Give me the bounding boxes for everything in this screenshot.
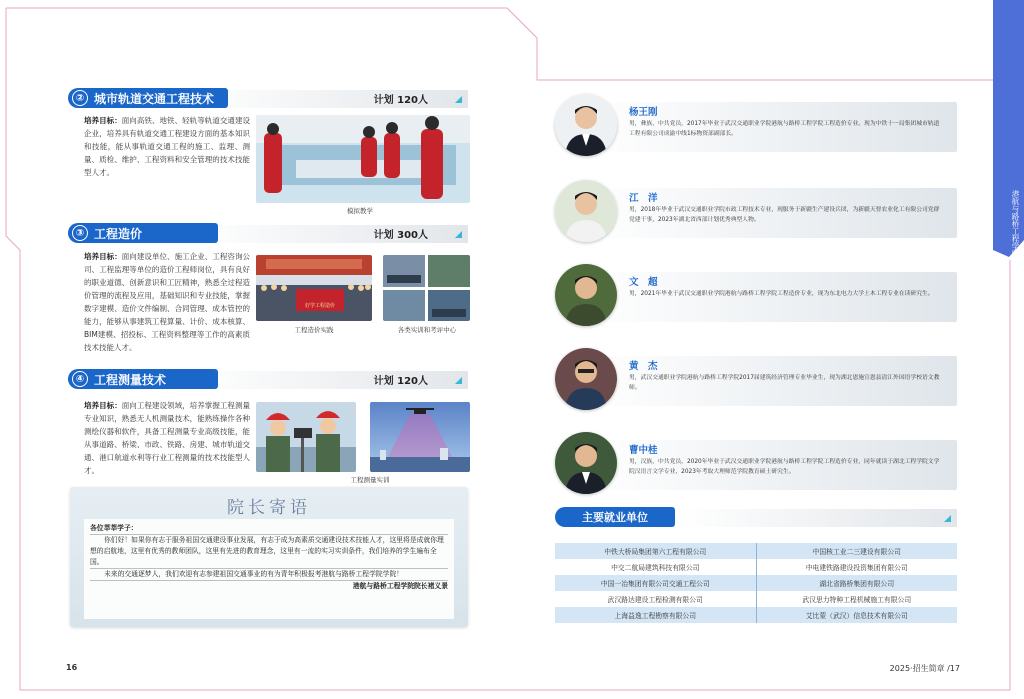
alumni-profile [555,430,957,500]
employers-header [555,507,957,527]
section-number: ③ [72,225,88,241]
enrollment-plan: 计划 120人 [373,95,428,106]
corner-triangle-icon [455,231,462,238]
alumni-profile [555,178,957,248]
table-cell: 武汉思力特种工程机械施工有限公司 [756,591,958,607]
goal-label: 培养目标： [84,252,122,261]
goal-text: 面向工程建设领域，培养掌握工程测量专业知识，熟悉无人机测量技术，能熟练操作各种测绘仪器和软件，具备工程测量专业高级技能，能从事道路、桥梁、市政、铁路、房建、城市轨道交通、港口航道水利等行业工程测量的技术技能型人才。 [84,401,251,475]
alumni-description: 男，2018年毕业于武汉交通职业学院市政工程技术专业，现服务于新疆生产建设兵团，为新疆天智农业化工有限公司党群党建干事，2023年湖北省西部计划优秀典型人物。 [629,207,940,223]
table-row [555,607,957,623]
dean-message-body [84,519,454,619]
section-header-rail [68,88,468,108]
table-cell: 中电建铁路建设投资集团有限公司 [756,559,958,575]
employers-title: 主要就业单位 [555,507,675,527]
table-row [555,591,957,607]
rail-lab-photo [256,115,470,203]
table-row [555,575,957,591]
alumni-name: 文 超 [629,277,658,288]
avatar [555,94,617,156]
photo-caption: 模拟教学 [347,207,373,215]
goal-text: 面向高铁、地铁、轻轨等轨道交通建设企业，培养具有轨道交通工程建设方面的基本知识和技能，能从事轨道交通工程的施工、监理、测量、质检、维护、工程资料和安全管理的技术技能型人才。 [84,116,251,177]
photo-caption: 工程测量实训 [350,476,390,484]
banner-text: 好学工程造价 [304,303,335,309]
alumni-name: 黄 杰 [629,361,658,372]
section-title: 城市轨道交通工程技术 [94,91,215,106]
section-title: 工程造价 [94,226,143,241]
alumni-profile [555,92,957,162]
alumni-description: 男，2021年毕业于武汉交通职业学院港航与路桥工程学院工程造价专业，现为东北电力大学土木工程专业在读研究生。 [629,291,934,297]
page-number-left: 16 [66,663,78,672]
table-cell: 武汉路达建设工程检测有限公司 [607,596,703,604]
table-cell: 中铁大桥局集团第六工程有限公司 [604,548,707,556]
avatar [555,432,617,494]
alumni-description: 男，汉族，中共党员，2020年毕业于武汉交通职业学院港航与路桥工程学院工程造价专业，同年就读于湖北工程学院文学院汉语言文学专业，2023年考取大理师范学院教育硕士研究生。 [629,459,940,475]
section-title: 工程测量技术 [94,372,167,387]
table-cell: 湖北省路桥集团有限公司 [756,575,958,591]
training-goal [84,399,250,477]
enrollment-plan: 计划 120人 [373,376,428,387]
enrollment-plan: 计划 300人 [373,230,428,241]
table-row [555,559,957,575]
alumni-description: 男，武汉交通职业学院港航与路桥工程学院2017届建筑经济管理专业毕业生，现为湖北恩施宣恩县清江外国语学校语文教师。 [629,375,940,391]
table-cell: 中国核工业二三建设有限公司 [756,543,958,559]
message-paragraph: 你们好！如果你有志于服务祖国交通建设事业发展，有志于成为高素质交通建设技术技能人才，这里将是成就你理想的启航地，这里有优秀的教师团队，这里有先进的教育理念，这里有一流的实习实训条件，我们培养的学生遍布全国。 [90,535,448,569]
section-header-cost [68,223,468,243]
page-number-right: 2025·招生简章 /17 [889,664,960,673]
corner-triangle-icon [455,377,462,384]
goal-label: 培养目标： [84,116,122,125]
table-cell: 中国一冶集团有限公司交通工程公司 [600,580,710,588]
section-title-pill [68,223,218,243]
surveying-photo [256,402,356,472]
photo-caption: 各类实训和考评中心 [397,326,457,334]
message-signature: 港航与路桥工程学院院长褚义景 [352,582,448,590]
section-title-pill [68,88,228,108]
avatar [555,348,617,410]
section-header-survey [68,369,468,389]
drone-survey-photo [370,402,470,472]
avatar [555,180,617,242]
section-header-bar [675,509,957,527]
cost-practice-photo [256,255,372,321]
section-number: ② [72,90,88,106]
message-greeting: 各位莘莘学子： [90,523,448,535]
alumni-name: 杨王刚 [629,107,658,118]
alumni-profile [555,346,957,416]
section-title-pill [68,369,218,389]
table-cell: 艾比蒙（武汉）信息技术有限公司 [756,607,958,623]
photo-caption: 工程造价实践 [294,326,334,334]
side-tab-text: 港航与路桥工程学院 [1011,190,1020,258]
training-goal [84,250,250,354]
avatar [555,264,617,326]
table-cell: 中交二航局建筑科技有限公司 [611,564,700,572]
corner-triangle-icon [944,515,951,522]
dean-message-box [70,487,468,627]
table-row [555,543,957,559]
alumni-name: 曹中桂 [629,445,658,456]
goal-text: 面向建设单位、施工企业、工程咨询公司、工程监理等单位的造价工程师岗位，具有良好的职业道德、创新意识和工匠精神，熟悉全过程造价管理的流程及应用，基础知识和专业技能，掌握数字建模、造价文件编制、合同管理、成本管控的能力，能够从事建筑工程算量、计价、成本核算、BIM建模、招投标、工程资料整理等工作的高素质技术技能人才。 [84,252,251,352]
employers-table [555,543,957,623]
training-center-photo [383,255,470,321]
alumni-profile [555,262,957,332]
training-goal [84,114,250,179]
alumni-description: 男，彝族，中共党员，2017年毕业于武汉交通职业学院港航与路桥工程学院工程造价专业。现为中铁十一局集团城市轨道工程有限公司成渝中线1标物资部副部长。 [629,121,940,137]
message-paragraph: 未来的交通逐梦人，我们欢迎有志参建祖国交通事业的有为青年积极报考港航与路桥工程学院学院！ [90,569,448,581]
dean-message-title: 院长寄语 [227,498,311,518]
table-cell: 上海益逸工程勘察有限公司 [614,612,697,620]
goal-label: 培养目标： [84,401,122,410]
alumni-name: 江 洋 [629,193,658,204]
corner-triangle-icon [455,96,462,103]
section-number: ④ [72,371,88,387]
